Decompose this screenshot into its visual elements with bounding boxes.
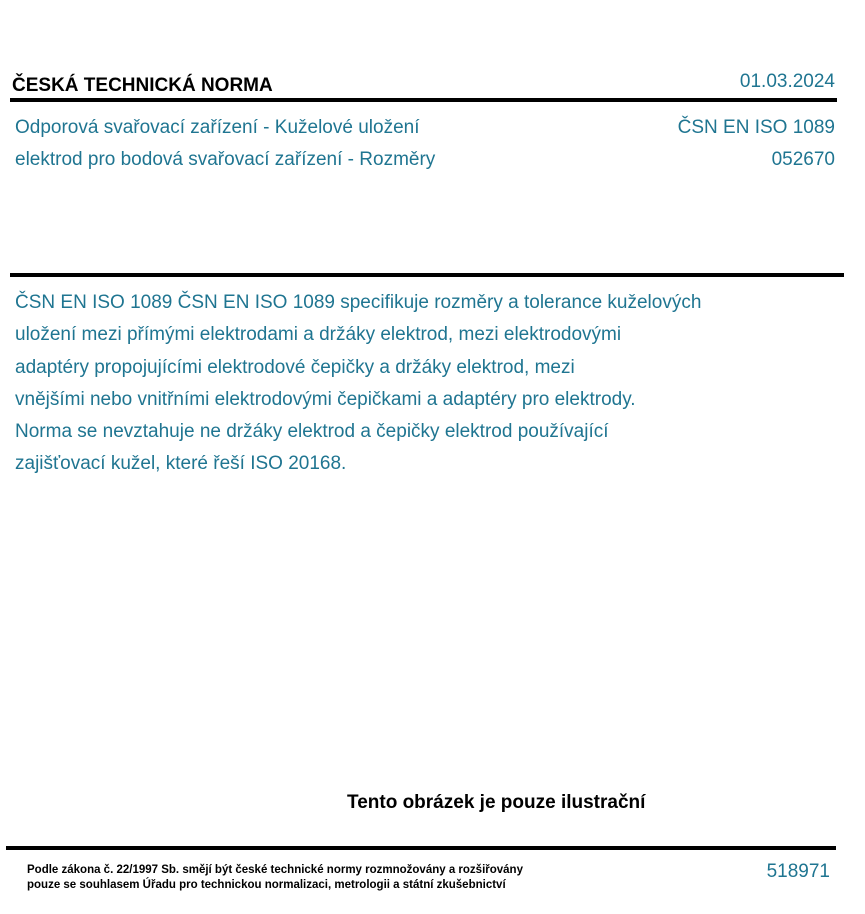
abstract-line: adaptéry propojujícími elektrodové čepičky a držáky elektrod, mezi [15, 356, 575, 378]
classification-number: 052670 [771, 149, 835, 170]
abstract-line: Norma se nevztahuje ne držáky elektrod a čepičky elektrod používající [15, 421, 609, 443]
abstract-line: vnějšími nebo vnitřními elektrodovými čepičkami a adaptéry pro elektrody. [15, 388, 636, 410]
abstract-line: zajišťovací kužel, které řeší ISO 20168. [15, 453, 347, 475]
illustration-note: Tento obrázek je pouze ilustrační [347, 792, 646, 813]
legal-notice-line-2: pouze se souhlasem Úřadu pro technickou normalizaci, metrologii a státní zkušebnictví [27, 879, 506, 891]
abstract-line: uložení mezi přímými elektrodami a držáky elektrod, mezi elektrodovými [15, 324, 622, 346]
issue-date: 01.03.2024 [739, 71, 835, 92]
standard-title-line-2: elektrod pro bodová svařovací zařízení - Rozměry [15, 149, 436, 170]
standard-code: ČSN EN ISO 1089 [677, 117, 835, 138]
legal-notice-line-1: Podle zákona č. 22/1997 Sb. smějí být české technické normy rozmnožovány a rozšiřovány [27, 864, 523, 876]
catalog-number: 518971 [766, 861, 830, 882]
abstract-line: ČSN EN ISO 1089 ČSN EN ISO 1089 specifikuje rozměry a tolerance kuželových [15, 292, 702, 313]
title-rule [10, 273, 844, 277]
standard-title-line-1: Odporová svařovací zařízení - Kuželové uložení [15, 117, 420, 138]
abstract [15, 287, 815, 481]
header-rule [10, 98, 837, 102]
document-type: ČESKÁ TECHNICKÁ NORMA [12, 75, 273, 96]
footer-rule [6, 846, 836, 850]
